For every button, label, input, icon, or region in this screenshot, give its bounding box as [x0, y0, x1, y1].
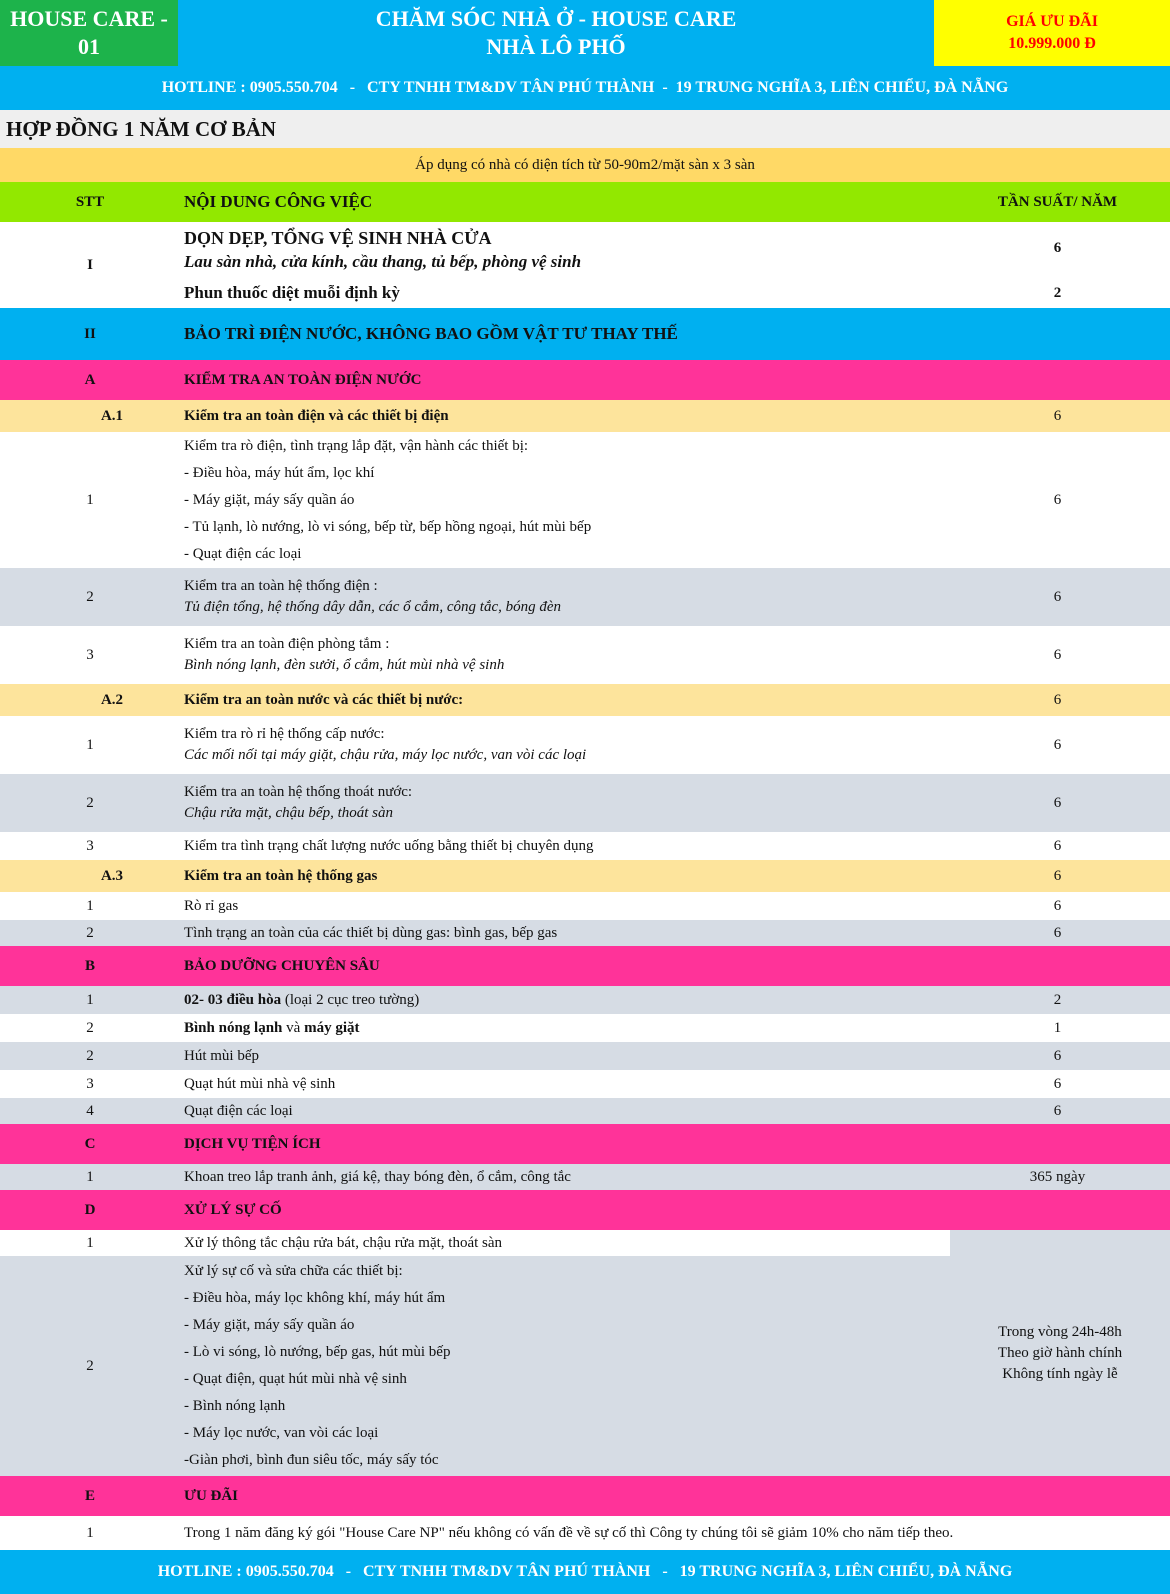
col-stt: STT — [75, 193, 105, 210]
header-hotline-bar — [0, 66, 1170, 110]
section-i-freq1: 6 — [1053, 239, 1062, 256]
d-r2-line: - Lò vi sóng, lò nướng, bếp gas, hút mùi bếp — [184, 1344, 451, 1360]
section-c-stt: C — [84, 1135, 96, 1152]
a2-r2-content — [184, 774, 944, 832]
section-ii-title: BẢO TRÌ ĐIỆN NƯỚC, KHÔNG BAO GỒM VẬT TƯ THAY THẾ — [184, 324, 678, 343]
a3-stt: A.3 — [100, 867, 124, 884]
a2-r2-line1: Kiểm tra an toàn hệ thống thoát nước: — [184, 784, 413, 800]
d-freq-text — [950, 1230, 1170, 1476]
a2-r1-line2: Các mối nối tại máy giặt, chậu rửa, máy lọc nước, van vòi các loại — [184, 747, 587, 763]
a3-freq: 6 — [1053, 867, 1062, 884]
b-r2-mid: và — [282, 1019, 305, 1036]
d-r1-text: Xử lý thông tắc chậu rửa bát, chậu rửa mặt, thoát sàn — [184, 1234, 503, 1251]
apply-note-bar — [0, 148, 1170, 182]
a3-r2-text: Tình trạng an toàn của các thiết bị dùng gas: bình gas, bếp gas — [184, 924, 558, 941]
a1-r3-freq: 6 — [1053, 646, 1062, 663]
section-i-item2: Phun thuốc diệt muỗi định kỳ — [184, 283, 400, 302]
a1-r1-freq: 6 — [1053, 491, 1062, 508]
b-r5-stt: 4 — [86, 1102, 94, 1119]
footer-hotline-bar — [0, 1550, 1170, 1594]
a1-title: Kiểm tra an toàn điện và các thiết bị điện — [184, 407, 449, 424]
c-r1-freq: 365 ngày — [1029, 1168, 1086, 1185]
col-content: NỘI DUNG CÔNG VIỆC — [184, 192, 373, 211]
d-r2-line: - Máy lọc nước, van vòi các loại — [184, 1425, 379, 1441]
b-r5-text: Quạt điện các loại — [184, 1102, 293, 1119]
b-r1-rest: (loại 2 cục treo tường) — [281, 991, 420, 1008]
e-r1-text: Trong 1 năm đăng ký gói "House Care NP" nếu không có vấn đề về sự cố thì Công ty chúng tôi sẽ giảm 10% cho năm tiếp theo. — [184, 1524, 954, 1541]
header-code-box — [0, 0, 178, 66]
a1-r1-stt: 1 — [86, 491, 94, 508]
d-freq-line: Không tính ngày lễ — [1002, 1365, 1118, 1382]
a1-freq: 6 — [1053, 407, 1062, 424]
b-r4-stt: 3 — [86, 1075, 94, 1092]
a2-r1-line1: Kiểm tra rò rỉ hệ thống cấp nước: — [184, 726, 385, 742]
section-c-title: DỊCH VỤ TIỆN ÍCH — [184, 1135, 321, 1152]
section-i-title: DỌN DẸP, TỔNG VỆ SINH NHÀ CỬA — [184, 228, 492, 248]
a2-freq: 6 — [1053, 691, 1062, 708]
d-r2-line: - Bình nóng lạnh — [184, 1398, 286, 1414]
a1-r1-line: - Quạt điện các loại — [184, 545, 302, 562]
a1-r3-content — [184, 626, 944, 684]
a2-stt: A.2 — [100, 691, 124, 708]
header-title-line1: CHĂM SÓC NHÀ Ở - HOUSE CARE — [375, 6, 737, 31]
d-r2-content — [184, 1256, 944, 1476]
d-r2-stt: 2 — [86, 1357, 94, 1374]
a1-r3-line1: Kiểm tra an toàn điện phòng tắm : — [184, 636, 390, 652]
a3-r1-stt: 1 — [86, 897, 94, 914]
col-freq: TẦN SUẤT/ NĂM — [997, 193, 1118, 210]
header-code: HOUSE CARE - 01 — [10, 6, 168, 59]
b-r3-freq: 6 — [1053, 1047, 1062, 1064]
a2-r1-content — [184, 716, 944, 774]
a3-r2-freq: 6 — [1053, 924, 1062, 941]
d-r1-stt: 1 — [86, 1234, 94, 1251]
a2-title: Kiểm tra an toàn nước và các thiết bị nước: — [184, 691, 464, 708]
a1-r1-line: - Tủ lạnh, lò nướng, lò vi sóng, bếp từ, bếp hồng ngoại, hút mùi bếp — [184, 518, 592, 535]
section-a-stt: A — [84, 371, 96, 388]
section-b-title: BẢO DƯỠNG CHUYÊN SÂU — [184, 957, 380, 974]
b-r4-freq: 6 — [1053, 1075, 1062, 1092]
d-r2-line: - Máy giặt, máy sấy quần áo — [184, 1317, 355, 1333]
a2-r1-freq: 6 — [1053, 736, 1062, 753]
a1-r2-line2: Tủ điện tổng, hệ thống dây dẫn, các ổ cắm, công tắc, bóng đèn — [184, 599, 562, 615]
a2-r3-freq: 6 — [1053, 837, 1062, 854]
a2-r2-freq: 6 — [1053, 794, 1062, 811]
section-i-stt: I — [87, 256, 93, 273]
header-price-box — [934, 0, 1170, 66]
a2-r2-stt: 2 — [86, 794, 94, 811]
b-r3-text: Hút mùi bếp — [184, 1047, 259, 1064]
price-label: GIÁ ƯU ĐÃI — [1006, 13, 1098, 30]
c-r1-stt: 1 — [86, 1168, 94, 1185]
section-b-stt: B — [84, 957, 95, 974]
section-i-content — [184, 224, 944, 276]
a1-r1-line: - Điều hòa, máy hút ẩm, lọc khí — [184, 464, 375, 481]
b-r4-text: Quạt hút mùi nhà vệ sinh — [184, 1075, 336, 1092]
a1-r3-stt: 3 — [86, 646, 94, 663]
d-r2-line: - Điều hòa, máy lọc không khí, máy hút ẩm — [184, 1290, 446, 1306]
apply-note: Áp dụng có nhà có diện tích từ 50-90m2/mặt sàn x 3 sàn — [415, 156, 755, 173]
a3-r1-text: Rò rỉ gas — [184, 897, 239, 914]
a1-r2-freq: 6 — [1053, 588, 1062, 605]
d-r2-line: Xử lý sự cố và sửa chữa các thiết bị: — [184, 1263, 403, 1279]
d-r2-line: - Quạt điện, quạt hút mùi nhà vệ sinh — [184, 1371, 407, 1387]
a1-r1-line: Kiểm tra rò điện, tình trạng lắp đặt, vận hành các thiết bị: — [184, 437, 529, 454]
section-i-subtitle: Lau sàn nhà, cửa kính, cầu thang, tủ bếp, phòng vệ sinh — [184, 252, 582, 271]
b-r3-stt: 2 — [86, 1047, 94, 1064]
contract-title-bar — [0, 110, 1170, 148]
b-r2-content — [184, 1014, 944, 1042]
a3-r1-freq: 6 — [1053, 897, 1062, 914]
header-title-box — [178, 0, 934, 66]
b-r1-bold: 02- 03 điều hòa — [184, 991, 282, 1008]
c-r1-text: Khoan treo lắp tranh ảnh, giá kệ, thay bóng đèn, ổ cắm, công tắc — [184, 1168, 571, 1185]
section-a-title: KIỂM TRA AN TOÀN ĐIỆN NƯỚC — [184, 371, 422, 388]
header-title-line2: NHÀ LÔ PHỐ — [486, 34, 626, 59]
b-r2-bold1: Bình nóng lạnh — [184, 1019, 283, 1036]
a2-r3-text: Kiểm tra tình trạng chất lượng nước uống bằng thiết bị chuyên dụng — [184, 837, 594, 854]
a2-r2-line2: Chậu rửa mặt, chậu bếp, thoát sàn — [184, 805, 394, 821]
section-ii-stt: II — [84, 325, 96, 342]
section-e-stt: E — [84, 1487, 95, 1504]
a1-r2-stt: 2 — [86, 588, 94, 605]
a1-r1-content — [184, 432, 944, 568]
a1-r2-line1: Kiểm tra an toàn hệ thống điện : — [184, 578, 378, 594]
b-r1-content — [184, 986, 944, 1014]
e-r1-stt: 1 — [86, 1524, 94, 1541]
header-hotline: HOTLINE : 0905.550.704 - CTY TNHH TM&DV TÂN PHÚ THÀNH - 19 TRUNG NGHĨA 3, LIÊN CHIỂU, ĐÀ NẴNG — [161, 79, 1009, 96]
section-e-title: ƯU ĐÃI — [184, 1487, 239, 1504]
a1-r1-line: - Máy giặt, máy sấy quần áo — [184, 491, 355, 508]
b-r5-freq: 6 — [1053, 1102, 1062, 1119]
a3-r2-stt: 2 — [86, 924, 94, 941]
b-r2-bold2: máy giặt — [304, 1019, 360, 1036]
d-freq-line: Trong vòng 24h-48h — [998, 1323, 1122, 1340]
section-d-title: XỬ LÝ SỰ CỐ — [184, 1201, 282, 1218]
contract-title: HỢP ĐỒNG 1 NĂM CƠ BẢN — [6, 116, 277, 141]
a2-r1-stt: 1 — [86, 736, 94, 753]
footer-hotline: HOTLINE : 0905.550.704 - CTY TNHH TM&DV TÂN PHÚ THÀNH - 19 TRUNG NGHĨA 3, LIÊN CHIỂU, ĐÀ NẴNG — [157, 1563, 1013, 1580]
b-r2-stt: 2 — [86, 1019, 94, 1036]
a1-stt: A.1 — [100, 407, 124, 424]
a1-r3-line2: Bình nóng lạnh, đèn sưởi, ổ cắm, hút mùi nhà vệ sinh — [184, 657, 505, 673]
d-r2-line: -Giàn phơi, bình đun siêu tốc, máy sấy tóc — [184, 1452, 439, 1468]
d-freq-line: Theo giờ hành chính — [997, 1344, 1123, 1361]
price-value: 10.999.000 Đ — [1008, 35, 1096, 52]
a3-title: Kiểm tra an toàn hệ thống gas — [184, 867, 378, 884]
b-r1-stt: 1 — [86, 991, 94, 1008]
a1-r2-content — [184, 568, 944, 626]
a2-r3-stt: 3 — [86, 837, 94, 854]
section-i-freq2: 2 — [1053, 284, 1062, 301]
b-r2-freq: 1 — [1053, 1019, 1062, 1036]
b-r1-freq: 2 — [1053, 991, 1062, 1008]
section-d-stt: D — [84, 1201, 96, 1218]
